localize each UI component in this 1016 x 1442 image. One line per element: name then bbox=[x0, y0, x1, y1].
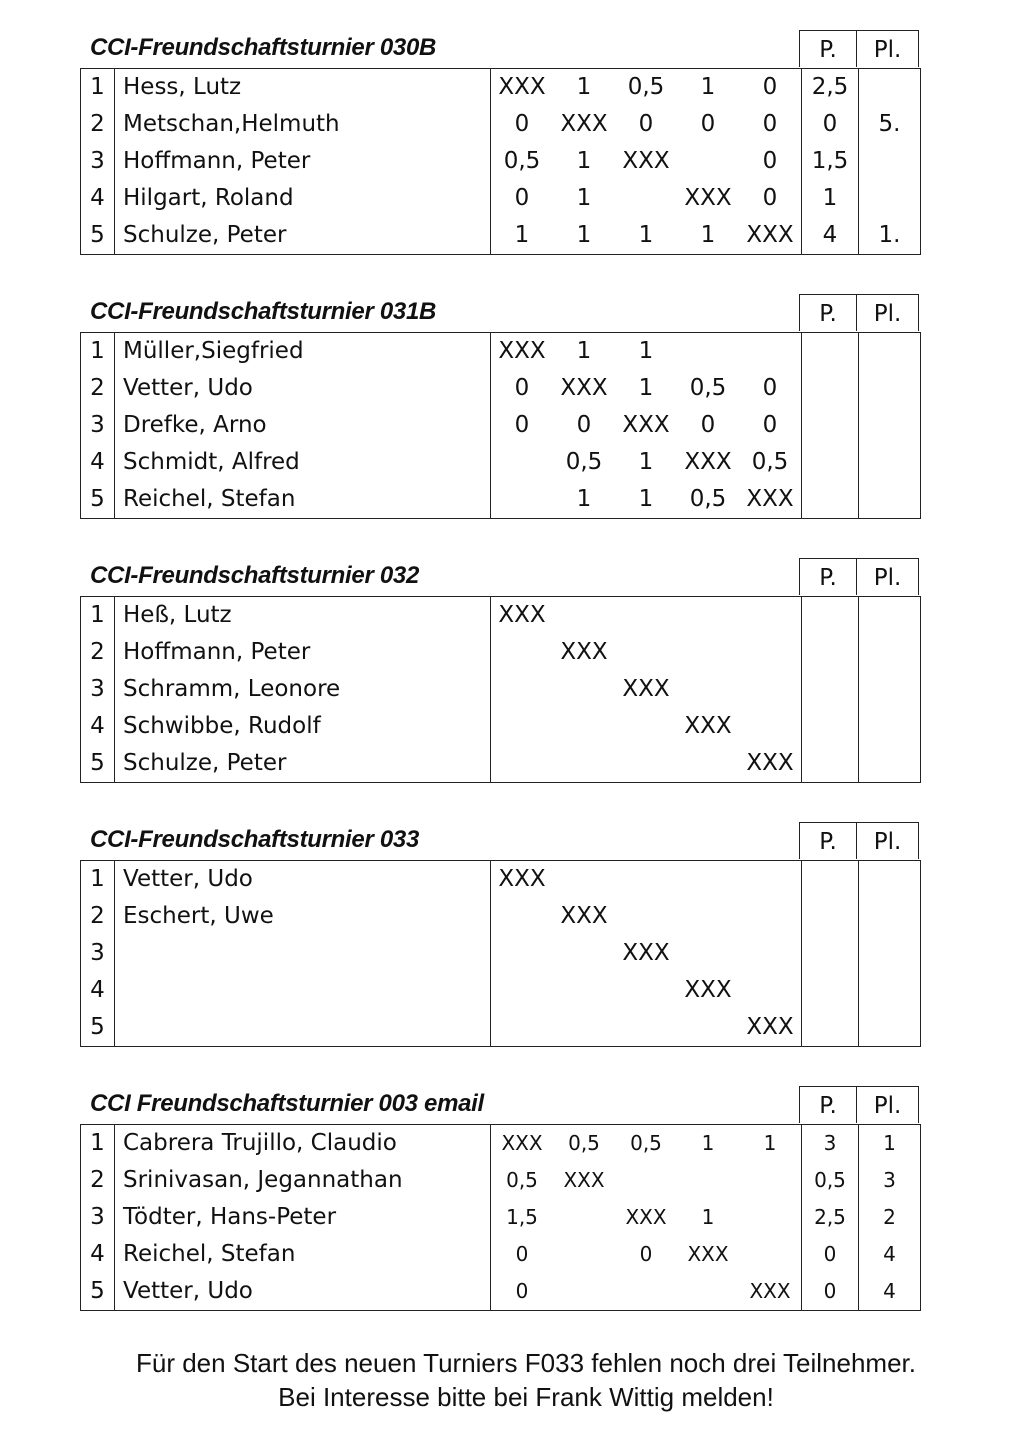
result-cell bbox=[491, 935, 554, 972]
player-name: Hoffmann, Peter bbox=[115, 143, 491, 180]
place-cell bbox=[859, 333, 921, 371]
table-row bbox=[81, 481, 921, 519]
result-cell bbox=[739, 972, 802, 1009]
result-cell: 0,5 bbox=[689, 375, 727, 401]
place-cell: 2 bbox=[883, 1205, 896, 1229]
points-cell bbox=[802, 597, 859, 635]
points-header: P. bbox=[799, 822, 857, 859]
player-number: 5 bbox=[81, 1009, 115, 1047]
player-number: 2 bbox=[81, 106, 115, 143]
result-cell bbox=[615, 180, 677, 217]
table-row bbox=[81, 634, 921, 671]
result-cell: 0 bbox=[739, 370, 802, 407]
result-cell: XXX bbox=[560, 903, 608, 929]
crosstable bbox=[80, 68, 921, 255]
place-header: Pl. bbox=[856, 1086, 919, 1123]
place-cell bbox=[859, 370, 921, 407]
result-cell: 1 bbox=[638, 486, 654, 512]
result-cell: 1 bbox=[739, 1125, 802, 1163]
place-cell bbox=[859, 69, 921, 107]
points-cell bbox=[802, 481, 859, 519]
place-cell bbox=[859, 597, 921, 635]
result-cell bbox=[739, 634, 802, 671]
result-cell: XXX bbox=[625, 1205, 667, 1229]
result-cell bbox=[491, 634, 554, 671]
player-name: Hilgart, Roland bbox=[115, 180, 491, 217]
result-cell: 0 bbox=[739, 180, 802, 217]
player-name: Hess, Lutz bbox=[115, 69, 491, 107]
place-cell bbox=[859, 1009, 921, 1047]
result-cell: 0,5 bbox=[506, 1168, 538, 1192]
player-name: Müller,Siegfried bbox=[115, 333, 491, 371]
result-cell bbox=[739, 898, 802, 935]
result-cell bbox=[491, 898, 554, 935]
place-header: Pl. bbox=[856, 30, 919, 67]
tournament-table-4 bbox=[80, 822, 919, 1047]
result-cell: 0 bbox=[515, 1279, 529, 1303]
points-header: P. bbox=[799, 294, 857, 331]
player-number: 1 bbox=[81, 597, 115, 635]
place-cell bbox=[859, 708, 921, 745]
points-cell: 1 bbox=[802, 180, 859, 217]
result-cell bbox=[615, 634, 677, 671]
result-cell bbox=[677, 898, 739, 935]
points-cell bbox=[802, 935, 859, 972]
player-name: Eschert, Uwe bbox=[115, 898, 491, 935]
result-cell: 0 bbox=[576, 412, 592, 438]
result-cell bbox=[553, 671, 615, 708]
result-cell: 1 bbox=[576, 148, 592, 174]
tournament-table-3 bbox=[80, 558, 919, 783]
player-number: 1 bbox=[81, 333, 115, 371]
player-number: 3 bbox=[81, 1199, 115, 1236]
place-cell bbox=[859, 481, 921, 519]
result-cell bbox=[491, 1009, 554, 1047]
place-cell: 3 bbox=[883, 1168, 896, 1192]
result-cell: XXX bbox=[498, 74, 546, 100]
table-header bbox=[80, 294, 919, 332]
result-cell: 1 bbox=[514, 222, 530, 248]
result-cell bbox=[491, 671, 554, 708]
result-cell: 0 bbox=[739, 69, 802, 107]
result-cell bbox=[553, 1199, 615, 1236]
tournament-title: CCI-Freundschaftsturnier 030B bbox=[90, 34, 437, 61]
table-row bbox=[81, 370, 921, 407]
result-cell bbox=[553, 597, 615, 635]
result-cell bbox=[615, 1273, 677, 1311]
result-cell bbox=[677, 935, 739, 972]
player-number: 2 bbox=[81, 634, 115, 671]
result-cell bbox=[553, 745, 615, 783]
result-cell: 0 bbox=[514, 375, 530, 401]
table-header bbox=[80, 822, 919, 860]
table-row bbox=[81, 180, 921, 217]
player-number: 1 bbox=[81, 69, 115, 107]
player-number: 3 bbox=[81, 143, 115, 180]
result-cell bbox=[739, 671, 802, 708]
result-cell bbox=[491, 972, 554, 1009]
result-cell bbox=[677, 333, 739, 371]
player-name bbox=[115, 972, 491, 1009]
place-cell: 5. bbox=[878, 111, 901, 137]
points-cell: 0,5 bbox=[802, 1162, 859, 1199]
player-number: 4 bbox=[81, 972, 115, 1009]
result-cell bbox=[553, 708, 615, 745]
result-cell: XXX bbox=[684, 713, 732, 739]
result-cell: XXX bbox=[622, 940, 670, 966]
place-cell: 1. bbox=[878, 222, 901, 248]
table-row bbox=[81, 1009, 921, 1047]
place-header: Pl. bbox=[856, 294, 919, 331]
result-cell: XXX bbox=[498, 866, 546, 892]
player-number: 4 bbox=[81, 180, 115, 217]
result-cell bbox=[491, 481, 554, 519]
result-cell: XXX bbox=[498, 338, 546, 364]
points-header: P. bbox=[799, 558, 857, 595]
result-cell bbox=[553, 1009, 615, 1047]
crosstable bbox=[80, 1124, 921, 1311]
result-cell: XXX bbox=[560, 375, 608, 401]
result-cell bbox=[739, 1236, 802, 1273]
tournament-title: CCI-Freundschaftsturnier 033 bbox=[90, 826, 420, 853]
result-cell: 0 bbox=[639, 1242, 653, 1266]
points-cell: 3 bbox=[802, 1125, 859, 1163]
result-cell bbox=[739, 1162, 802, 1199]
points-cell bbox=[802, 861, 859, 899]
tournament-title: CCI-Freundschaftsturnier 032 bbox=[90, 562, 420, 589]
player-name: Tödter, Hans-Peter bbox=[115, 1199, 491, 1236]
result-cell: 0,5 bbox=[739, 444, 802, 481]
result-cell: 1 bbox=[638, 375, 654, 401]
player-number: 2 bbox=[81, 370, 115, 407]
points-cell bbox=[802, 634, 859, 671]
result-cell bbox=[491, 444, 554, 481]
tournament-title: CCI Freundschaftsturnier 003 email bbox=[90, 1090, 484, 1117]
place-cell bbox=[859, 180, 921, 217]
result-cell bbox=[553, 861, 615, 899]
result-cell: XXX bbox=[684, 977, 732, 1003]
points-cell bbox=[802, 708, 859, 745]
result-cell: 1 bbox=[701, 1131, 715, 1155]
result-cell bbox=[739, 1199, 802, 1236]
result-cell: 1 bbox=[638, 338, 654, 364]
player-number: 5 bbox=[81, 481, 115, 519]
table-row bbox=[81, 935, 921, 972]
result-cell: 1 bbox=[701, 1205, 715, 1229]
result-cell bbox=[739, 597, 802, 635]
result-cell bbox=[677, 143, 739, 180]
table-row bbox=[81, 69, 921, 107]
result-cell: 0,5 bbox=[568, 1131, 600, 1155]
result-cell: XXX bbox=[739, 1273, 802, 1311]
player-name: Vetter, Udo bbox=[115, 1273, 491, 1311]
place-cell bbox=[859, 444, 921, 481]
crosstable bbox=[80, 860, 921, 1047]
player-name: Schramm, Leonore bbox=[115, 671, 491, 708]
result-cell bbox=[677, 634, 739, 671]
result-cell: XXX bbox=[622, 412, 670, 438]
points-cell: 4 bbox=[802, 217, 859, 255]
result-cell bbox=[677, 671, 739, 708]
table-row bbox=[81, 1273, 921, 1311]
points-cell bbox=[802, 370, 859, 407]
table-row bbox=[81, 106, 921, 143]
result-cell bbox=[739, 935, 802, 972]
player-name: Vetter, Udo bbox=[115, 370, 491, 407]
points-cell bbox=[802, 671, 859, 708]
result-cell: XXX bbox=[563, 1168, 605, 1192]
table-row bbox=[81, 1162, 921, 1199]
points-cell bbox=[802, 745, 859, 783]
result-cell: XXX bbox=[739, 1009, 802, 1047]
player-number: 1 bbox=[81, 861, 115, 899]
result-cell bbox=[553, 972, 615, 1009]
points-cell: 0 bbox=[802, 1236, 859, 1273]
points-cell bbox=[802, 1009, 859, 1047]
result-cell: 1 bbox=[638, 222, 654, 248]
result-cell: 0 bbox=[638, 111, 654, 137]
result-cell bbox=[491, 708, 554, 745]
result-cell: XXX bbox=[498, 602, 546, 628]
result-cell: 0,5 bbox=[627, 74, 665, 100]
result-cell: 0 bbox=[514, 412, 530, 438]
player-number: 5 bbox=[81, 1273, 115, 1311]
footer-notice bbox=[0, 1346, 1016, 1414]
result-cell: XXX bbox=[739, 481, 802, 519]
table-row bbox=[81, 745, 921, 783]
result-cell: 1 bbox=[576, 185, 592, 211]
table-row bbox=[81, 333, 921, 371]
tournament-title: CCI-Freundschaftsturnier 031B bbox=[90, 298, 437, 325]
result-cell bbox=[615, 861, 677, 899]
table-row bbox=[81, 1199, 921, 1236]
result-cell: 0 bbox=[739, 143, 802, 180]
result-cell: 0 bbox=[700, 412, 716, 438]
result-cell: XXX bbox=[687, 1242, 729, 1266]
result-cell bbox=[739, 708, 802, 745]
place-cell bbox=[859, 935, 921, 972]
result-cell bbox=[615, 972, 677, 1009]
result-cell bbox=[553, 1273, 615, 1311]
result-cell bbox=[491, 745, 554, 783]
place-cell: 4 bbox=[883, 1242, 896, 1266]
points-cell bbox=[802, 407, 859, 444]
points-cell: 1,5 bbox=[802, 143, 859, 180]
player-name: Metschan,Helmuth bbox=[115, 106, 491, 143]
result-cell: 0,5 bbox=[565, 449, 603, 475]
result-cell bbox=[553, 935, 615, 972]
place-cell: 4 bbox=[883, 1279, 896, 1303]
result-cell: 1 bbox=[576, 222, 592, 248]
place-cell bbox=[859, 898, 921, 935]
points-header: P. bbox=[799, 1086, 857, 1123]
result-cell bbox=[677, 861, 739, 899]
result-cell: 0 bbox=[700, 111, 716, 137]
result-cell: XXX bbox=[739, 745, 802, 783]
place-header: Pl. bbox=[856, 822, 919, 859]
result-cell: 1 bbox=[638, 449, 654, 475]
player-name bbox=[115, 935, 491, 972]
place-cell bbox=[859, 671, 921, 708]
tournament-table-5 bbox=[80, 1086, 919, 1311]
points-cell bbox=[802, 972, 859, 1009]
result-cell: XXX bbox=[560, 111, 608, 137]
tournament-table-1 bbox=[80, 30, 919, 255]
player-name: Schulze, Peter bbox=[115, 745, 491, 783]
result-cell: XXX bbox=[684, 449, 732, 475]
place-cell bbox=[859, 861, 921, 899]
player-name: Cabrera Trujillo, Claudio bbox=[115, 1125, 491, 1163]
player-number: 1 bbox=[81, 1125, 115, 1163]
points-cell: 2,5 bbox=[802, 1199, 859, 1236]
player-name: Schmidt, Alfred bbox=[115, 444, 491, 481]
result-cell bbox=[615, 708, 677, 745]
table-row bbox=[81, 1236, 921, 1273]
table-row bbox=[81, 1125, 921, 1163]
result-cell: 1 bbox=[700, 222, 716, 248]
points-cell: 2,5 bbox=[802, 69, 859, 107]
result-cell: 0 bbox=[739, 407, 802, 444]
points-cell bbox=[802, 444, 859, 481]
result-cell: 0,5 bbox=[689, 486, 727, 512]
player-name: Srinivasan, Jegannathan bbox=[115, 1162, 491, 1199]
result-cell: 0 bbox=[514, 111, 530, 137]
player-name: Drefke, Arno bbox=[115, 407, 491, 444]
place-cell bbox=[859, 634, 921, 671]
table-row bbox=[81, 597, 921, 635]
result-cell bbox=[553, 1236, 615, 1273]
result-cell bbox=[615, 745, 677, 783]
player-name: Schulze, Peter bbox=[115, 217, 491, 255]
place-cell bbox=[859, 972, 921, 1009]
result-cell: 0,5 bbox=[630, 1131, 662, 1155]
result-cell bbox=[677, 597, 739, 635]
place-cell bbox=[859, 143, 921, 180]
table-header bbox=[80, 558, 919, 596]
footer-line-1: Für den Start des neuen Turniers F033 fehlen noch drei Teilnehmer. bbox=[136, 1348, 916, 1378]
player-name: Vetter, Udo bbox=[115, 861, 491, 899]
result-cell bbox=[615, 1009, 677, 1047]
result-cell: XXX bbox=[684, 185, 732, 211]
result-cell: 1,5 bbox=[506, 1205, 538, 1229]
result-cell: 1 bbox=[576, 486, 592, 512]
result-cell bbox=[615, 597, 677, 635]
player-number: 4 bbox=[81, 444, 115, 481]
table-row bbox=[81, 143, 921, 180]
table-row bbox=[81, 444, 921, 481]
footer-line-2: Bei Interesse bitte bei Frank Wittig melden! bbox=[278, 1382, 774, 1412]
player-number: 3 bbox=[81, 671, 115, 708]
result-cell: 0 bbox=[515, 1242, 529, 1266]
result-cell: 0 bbox=[514, 185, 530, 211]
player-number: 3 bbox=[81, 407, 115, 444]
player-name bbox=[115, 1009, 491, 1047]
player-number: 4 bbox=[81, 1236, 115, 1273]
points-cell bbox=[802, 333, 859, 371]
result-cell: 0 bbox=[739, 106, 802, 143]
player-number: 5 bbox=[81, 217, 115, 255]
player-name: Schwibbe, Rudolf bbox=[115, 708, 491, 745]
points-header: P. bbox=[799, 30, 857, 67]
player-number: 2 bbox=[81, 898, 115, 935]
result-cell: XXX bbox=[622, 676, 670, 702]
place-cell: 1 bbox=[883, 1131, 896, 1155]
result-cell bbox=[739, 333, 802, 371]
result-cell: XXX bbox=[501, 1131, 543, 1155]
crosstable bbox=[80, 332, 921, 519]
place-cell bbox=[859, 745, 921, 783]
points-cell: 0 bbox=[802, 1273, 859, 1311]
table-row bbox=[81, 407, 921, 444]
table-row bbox=[81, 217, 921, 255]
result-cell bbox=[677, 745, 739, 783]
player-name: Reichel, Stefan bbox=[115, 1236, 491, 1273]
result-cell: 1 bbox=[700, 74, 716, 100]
table-header bbox=[80, 1086, 919, 1124]
player-name: Heß, Lutz bbox=[115, 597, 491, 635]
result-cell: 0,5 bbox=[503, 148, 541, 174]
result-cell: XXX bbox=[560, 639, 608, 665]
result-cell bbox=[677, 1273, 739, 1311]
result-cell bbox=[677, 1009, 739, 1047]
result-cell bbox=[615, 898, 677, 935]
result-cell: XXX bbox=[622, 148, 670, 174]
table-row bbox=[81, 671, 921, 708]
result-cell: XXX bbox=[739, 217, 802, 255]
table-row bbox=[81, 708, 921, 745]
place-cell bbox=[859, 407, 921, 444]
table-header bbox=[80, 30, 919, 68]
result-cell: 1 bbox=[576, 338, 592, 364]
player-name: Hoffmann, Peter bbox=[115, 634, 491, 671]
result-cell: 1 bbox=[576, 74, 592, 100]
player-name: Reichel, Stefan bbox=[115, 481, 491, 519]
crosstable bbox=[80, 596, 921, 783]
player-number: 4 bbox=[81, 708, 115, 745]
tournament-table-2 bbox=[80, 294, 919, 519]
table-row bbox=[81, 861, 921, 899]
place-header: Pl. bbox=[856, 558, 919, 595]
points-cell bbox=[802, 898, 859, 935]
table-row bbox=[81, 898, 921, 935]
points-cell: 0 bbox=[802, 106, 859, 143]
table-row bbox=[81, 972, 921, 1009]
player-number: 5 bbox=[81, 745, 115, 783]
player-number: 3 bbox=[81, 935, 115, 972]
player-number: 2 bbox=[81, 1162, 115, 1199]
result-cell bbox=[615, 1162, 677, 1199]
result-cell bbox=[677, 1162, 739, 1199]
result-cell bbox=[739, 861, 802, 899]
